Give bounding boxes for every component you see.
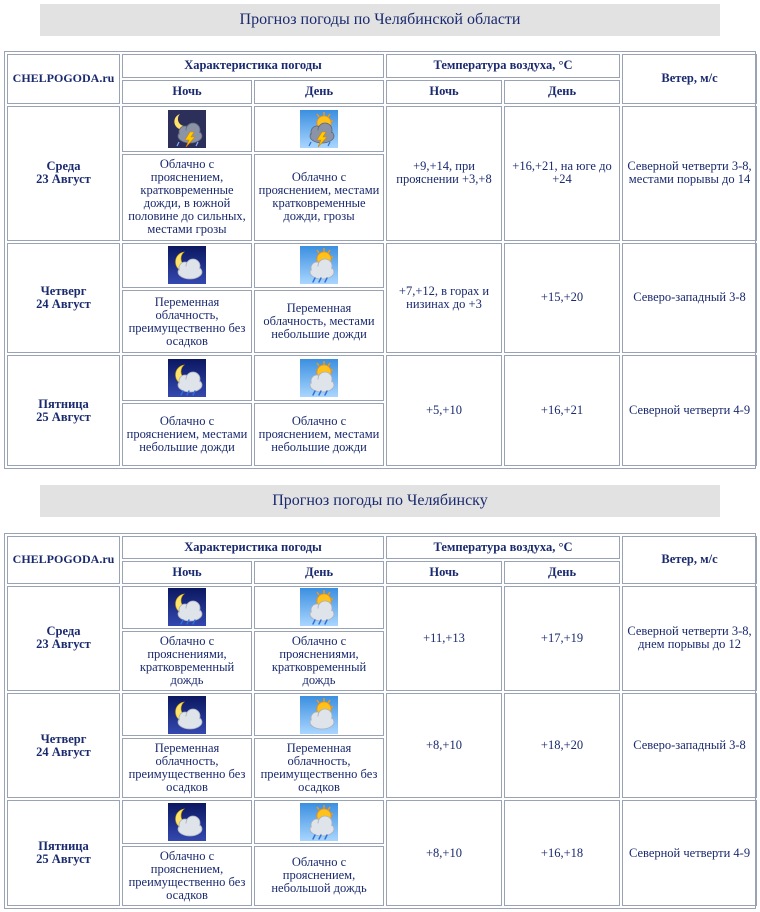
weather-night-header: Ночь xyxy=(122,80,252,104)
night-temp-cell: +7,+12, в горах и низинах до +3 xyxy=(386,243,502,354)
day-desc-cell: Облачно с прояснением, местами кратковременные дожди, грозы xyxy=(254,154,384,241)
moon-cloud-rain-icon xyxy=(168,588,206,626)
wind-header: Ветер, м/с xyxy=(622,536,757,584)
day-cell xyxy=(7,800,120,906)
sun-cloud-rain-icon xyxy=(300,359,338,397)
forecast-table xyxy=(5,534,759,908)
forecast-table xyxy=(5,52,759,468)
night-desc-cell: Облачно с прояснением, преимущественно без осадков xyxy=(122,846,252,906)
site-name-cell: CHELPOGODA.ru xyxy=(7,536,120,584)
weekday: Среда xyxy=(46,624,81,639)
city-forecast-table xyxy=(4,533,756,909)
day-desc-cell: Переменная облачность, преимущественно без осадков xyxy=(254,738,384,798)
weekday: Четверг xyxy=(40,731,87,746)
day-temp-cell: +16,+18 xyxy=(504,800,620,906)
day-desc-cell: Облачно с прояснением, небольшой дождь xyxy=(254,846,384,906)
weekday: Пятница xyxy=(38,839,89,854)
night-icon-cell xyxy=(122,693,252,736)
day-desc-cell: Облачно с прояснениями, кратковременный дождь xyxy=(254,631,384,691)
day-thunderstorm-icon xyxy=(300,110,338,148)
weather-night-header: Ночь xyxy=(122,561,252,584)
table-row xyxy=(7,586,757,629)
sun-cloud-rain-icon xyxy=(300,246,338,284)
day-icon-cell xyxy=(254,693,384,736)
date: 24 Август xyxy=(36,296,91,311)
wind-cell: Северной четверти 4-9 xyxy=(622,355,757,466)
night-desc-cell: Облачно с прояснением, кратковременные дожди, в южной половине до сильных, местами грозы xyxy=(122,154,252,241)
table-row xyxy=(7,243,757,289)
moon-cloud-icon xyxy=(168,803,206,841)
day-icon-cell xyxy=(254,800,384,843)
day-temp-cell: +17,+19 xyxy=(504,586,620,691)
date: 24 Август xyxy=(36,744,91,759)
moon-cloud-icon xyxy=(168,246,206,284)
weather-char-header: Характеристика погоды xyxy=(122,54,384,78)
day-icon-cell xyxy=(254,355,384,401)
date: 23 Август xyxy=(36,637,91,652)
site-name-cell: CHELPOGODA.ru xyxy=(7,54,120,104)
night-icon-cell xyxy=(122,355,252,401)
table-row xyxy=(7,800,757,843)
date: 25 Август xyxy=(36,852,91,867)
air-temp-header: Температура воздуха, °С xyxy=(386,54,620,78)
night-thunderstorm-icon xyxy=(168,110,206,148)
night-icon-cell xyxy=(122,106,252,152)
sun-cloud-rain-icon xyxy=(300,588,338,626)
city-forecast-title: Прогноз погоды по Челябинску xyxy=(40,485,720,517)
day-temp-cell: +16,+21, на юге до +24 xyxy=(504,106,620,241)
sun-cloud-icon xyxy=(300,696,338,734)
air-temp-header: Температура воздуха, °С xyxy=(386,536,620,559)
night-temp-cell: +8,+10 xyxy=(386,693,502,798)
temp-day-header: День xyxy=(504,561,620,584)
table-row xyxy=(7,106,757,152)
weather-day-header: День xyxy=(254,561,384,584)
wind-cell: Северной четверти 3-8, днем порывы до 12 xyxy=(622,586,757,691)
night-icon-cell xyxy=(122,243,252,289)
weekday: Среда xyxy=(46,159,81,174)
night-desc-cell: Переменная облачность, преимущественно без осадков xyxy=(122,738,252,798)
night-temp-cell: +5,+10 xyxy=(386,355,502,466)
night-temp-cell: +8,+10 xyxy=(386,800,502,906)
day-desc-cell: Облачно с прояснением, местами небольшие дожди xyxy=(254,403,384,466)
day-cell xyxy=(7,106,120,241)
day-cell xyxy=(7,693,120,798)
night-desc-cell: Облачно с прояснениями, кратковременный дождь xyxy=(122,631,252,691)
date: 23 Август xyxy=(36,172,91,187)
moon-cloud-icon xyxy=(168,696,206,734)
day-icon-cell xyxy=(254,106,384,152)
weekday: Пятница xyxy=(38,396,89,411)
temp-night-header: Ночь xyxy=(386,561,502,584)
wind-cell: Северной четверти 4-9 xyxy=(622,800,757,906)
sun-cloud-rain-icon xyxy=(300,803,338,841)
weather-char-header: Характеристика погоды xyxy=(122,536,384,559)
day-temp-cell: +15,+20 xyxy=(504,243,620,354)
region-forecast-title: Прогноз погоды по Челябинской области xyxy=(40,4,720,36)
temp-day-header: День xyxy=(504,80,620,104)
night-temp-cell: +11,+13 xyxy=(386,586,502,691)
weekday: Четверг xyxy=(40,283,87,298)
day-cell xyxy=(7,586,120,691)
day-temp-cell: +16,+21 xyxy=(504,355,620,466)
day-temp-cell: +18,+20 xyxy=(504,693,620,798)
night-icon-cell xyxy=(122,586,252,629)
wind-cell: Северо-западный 3-8 xyxy=(622,243,757,354)
wind-cell: Северо-западный 3-8 xyxy=(622,693,757,798)
wind-cell: Северной четверти 3-8, местами порывы до 14 xyxy=(622,106,757,241)
day-cell xyxy=(7,355,120,466)
day-icon-cell xyxy=(254,586,384,629)
moon-cloud-rain-icon xyxy=(168,359,206,397)
night-icon-cell xyxy=(122,800,252,843)
day-icon-cell xyxy=(254,243,384,289)
temp-night-header: Ночь xyxy=(386,80,502,104)
wind-header: Ветер, м/с xyxy=(622,54,757,104)
night-temp-cell: +9,+14, при прояснении +3,+8 xyxy=(386,106,502,241)
night-desc-cell: Облачно с прояснением, местами небольшие дожди xyxy=(122,403,252,466)
weather-day-header: День xyxy=(254,80,384,104)
table-row xyxy=(7,355,757,401)
night-desc-cell: Переменная облачность, преимущественно без осадков xyxy=(122,290,252,353)
day-cell xyxy=(7,243,120,354)
region-forecast-table xyxy=(4,51,756,469)
date: 25 Август xyxy=(36,409,91,424)
day-desc-cell: Переменная облачность, местами небольшие дожди xyxy=(254,290,384,353)
table-row xyxy=(7,693,757,736)
